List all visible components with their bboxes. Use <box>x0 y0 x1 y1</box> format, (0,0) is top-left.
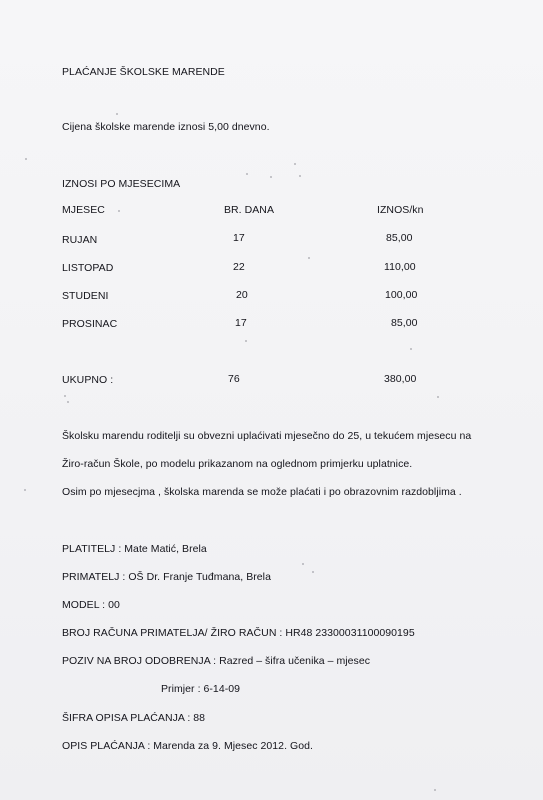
table-row-amount: 85,00 <box>386 232 413 244</box>
table-row-days: 17 <box>235 317 247 329</box>
scan-speck <box>116 113 118 115</box>
scan-speck <box>118 210 120 212</box>
scan-speck <box>312 571 314 573</box>
table-row-month: STUDENI <box>62 290 109 302</box>
table-row-days: 17 <box>233 232 245 244</box>
paragraph-line: Žiro-račun Škole, po modelu prikazanom na oglednom primjerku uplatnice. <box>62 458 413 470</box>
total-label: UKUPNO : <box>62 374 114 386</box>
header-br-dana: BR. DANA <box>224 204 274 216</box>
scan-speck <box>437 396 439 398</box>
scan-speck <box>270 176 272 178</box>
scan-speck <box>434 789 436 791</box>
reference-line: POZIV NA BROJ ODOBRENJA : Razred – šifra učenika – mjesec <box>62 655 371 667</box>
scan-speck <box>410 348 412 350</box>
scan-speck <box>25 158 27 160</box>
total-days: 76 <box>228 373 240 385</box>
reference-example: Primjer : 6-14-09 <box>161 683 241 695</box>
table-caption: IZNOSI PO MJESECIMA <box>62 178 181 190</box>
scan-speck <box>67 401 69 403</box>
scan-speck <box>245 340 247 342</box>
table-row-amount: 85,00 <box>391 317 418 329</box>
payment-description-line: OPIS PLAĆANJA : Marenda za 9. Mjesec 2012. God. <box>62 740 313 752</box>
price-line: Cijena školske marende iznosi 5,00 dnevno. <box>62 121 270 133</box>
table-row-month: RUJAN <box>62 234 98 246</box>
scan-speck <box>294 163 296 165</box>
table-row-month: PROSINAC <box>62 318 118 330</box>
paragraph-line: Osim po mjesecjma , školska marenda se može plaćati i po obrazovnim razdobljima . <box>62 486 462 498</box>
header-iznos: IZNOS/kn <box>377 204 424 216</box>
scan-speck <box>24 489 26 491</box>
scan-speck <box>308 257 310 259</box>
table-row-amount: 100,00 <box>385 289 418 301</box>
document-title: PLAĆANJE ŠKOLSKE MARENDE <box>62 66 225 78</box>
table-row-amount: 110,00 <box>384 261 416 273</box>
model-line: MODEL : 00 <box>62 599 120 611</box>
total-amount: 380,00 <box>384 373 417 385</box>
table-row-month: LISTOPAD <box>62 262 114 274</box>
account-line: BROJ RAČUNA PRIMATELJA/ ŽIRO RAČUN : HR48 23300031100090195 <box>62 627 415 639</box>
scan-speck <box>64 395 66 397</box>
scan-speck <box>299 175 301 177</box>
platitelj-line: PLATITELJ : Mate Matić, Brela <box>62 543 207 555</box>
paragraph-line: Školsku marendu roditelji su obvezni uplaćivati mjesečno do 25, u tekućem mjesecu na <box>62 430 472 442</box>
table-row-days: 22 <box>233 261 245 273</box>
scan-speck <box>302 563 304 565</box>
table-row-days: 20 <box>236 289 248 301</box>
primatelj-line: PRIMATELJ : OŠ Dr. Franje Tuđmana, Brela <box>62 571 271 583</box>
scan-speck <box>246 173 248 175</box>
payment-code-line: ŠIFRA OPISA PLAĆANJA : 88 <box>62 712 206 724</box>
header-mjesec: MJESEC <box>62 204 105 216</box>
